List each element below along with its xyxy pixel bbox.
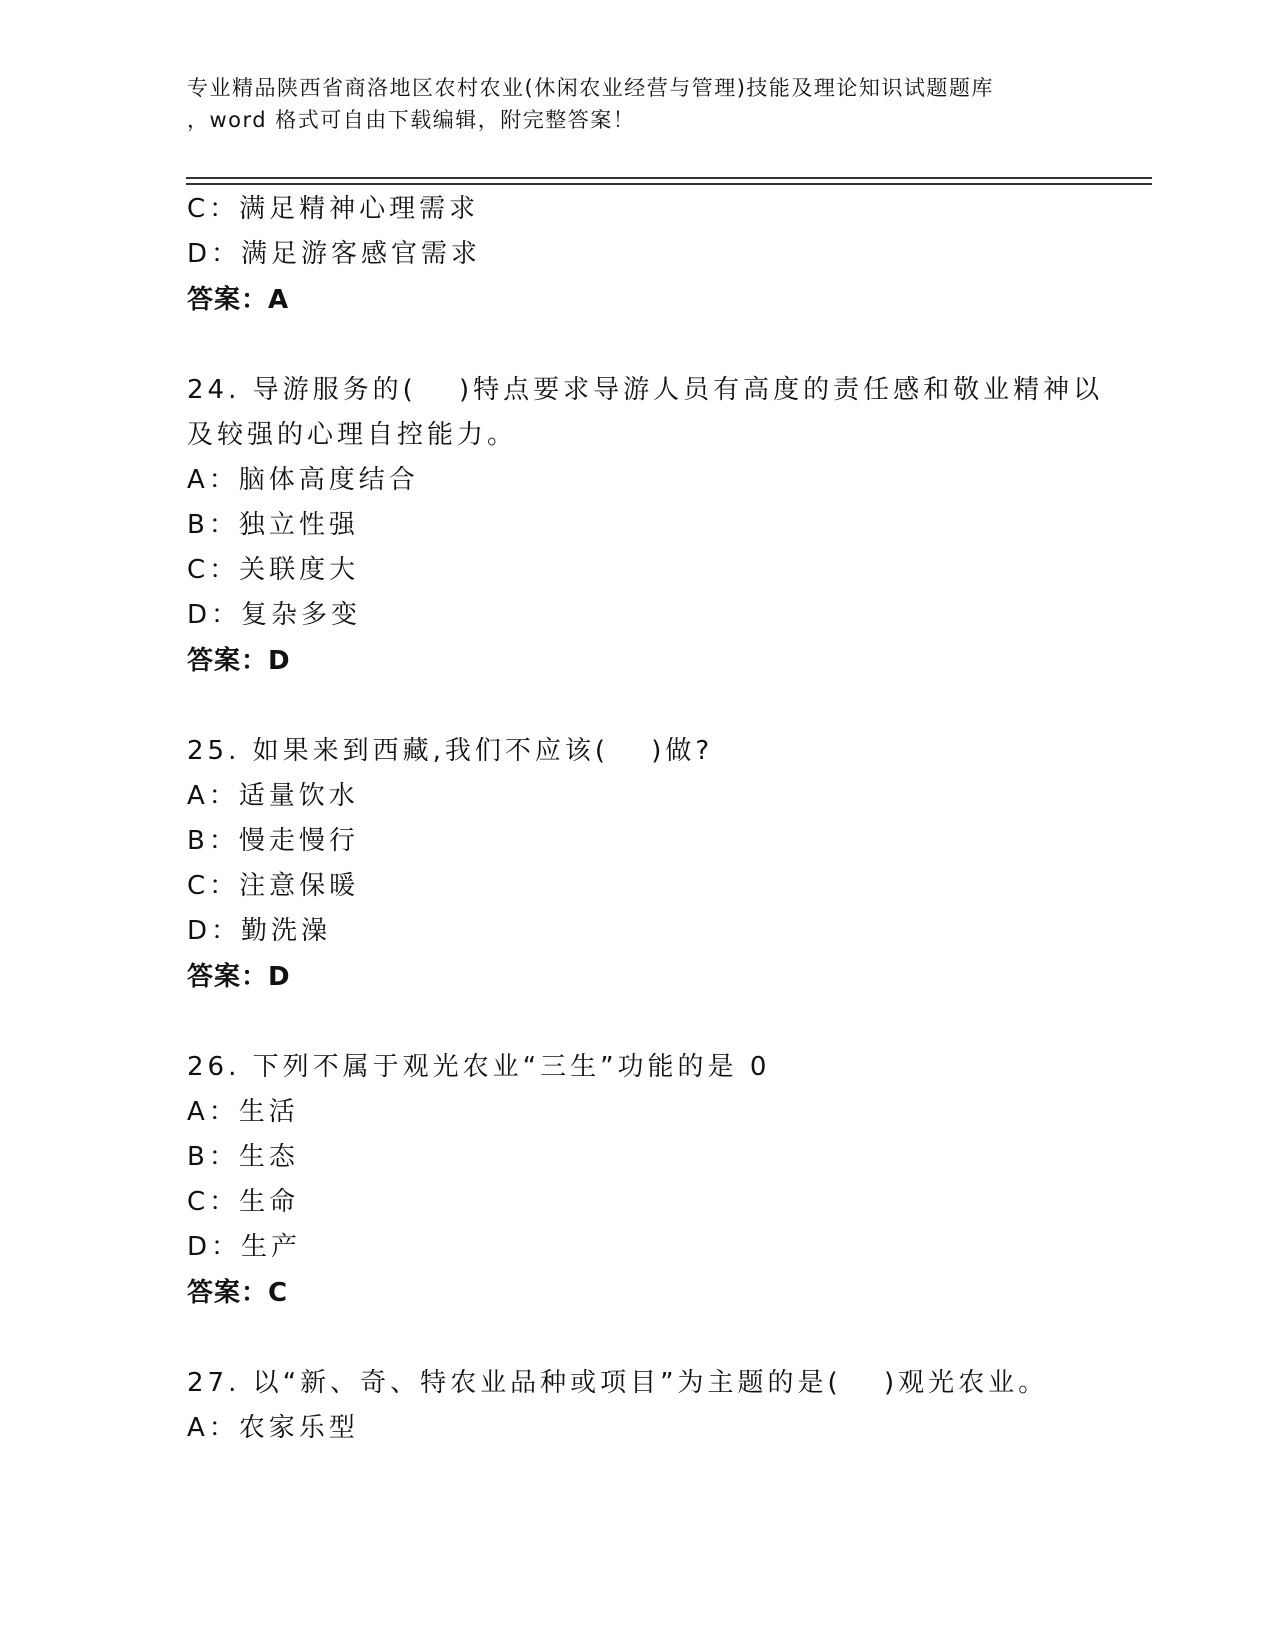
q24-answer: 答案：D xyxy=(187,646,291,676)
q27-stem: 27. 以“新、奇、特农业品种或项目”为主题的是( )观光农业。 xyxy=(187,1368,1049,1398)
header-rule-bottom xyxy=(186,183,1152,185)
q26-answer: 答案：C xyxy=(187,1278,289,1308)
q25-option-b: B：慢走慢行 xyxy=(187,826,359,856)
header-rule-top xyxy=(186,177,1152,179)
q24-option-b: B：独立性强 xyxy=(187,510,359,540)
q24-stem-line-2: 及较强的心理自控能力。 xyxy=(187,420,518,450)
q24-option-a: A：脑体高度结合 xyxy=(187,465,419,495)
q27-option-a: A：农家乐型 xyxy=(187,1413,359,1443)
prev-option-d: D：满足游客感官需求 xyxy=(187,239,482,269)
header-line-1: 专业精品陕西省商洛地区农村农业(休闲农业经营与管理)技能及理论知识试题题库 xyxy=(187,76,994,100)
q25-option-a: A：适量饮水 xyxy=(187,781,359,811)
q26-option-c: C：生命 xyxy=(187,1187,300,1217)
q25-stem: 25. 如果来到西藏,我们不应该( )做? xyxy=(187,736,714,766)
q26-option-d: D：生产 xyxy=(187,1232,302,1262)
document-header xyxy=(187,72,1107,136)
q24-option-d: D：复杂多变 xyxy=(187,600,362,630)
q24-option-c: C：关联度大 xyxy=(187,555,360,585)
q26-option-b: B：生态 xyxy=(187,1142,299,1172)
q24-stem-line-1: 24. 导游服务的( )特点要求导游人员有高度的责任感和敬业精神以 xyxy=(187,375,1104,405)
q25-option-d: D：勤洗澡 xyxy=(187,916,332,946)
q26-stem: 26. 下列不属于观光农业“三生”功能的是 0 xyxy=(187,1052,771,1082)
prev-answer: 答案：A xyxy=(187,285,290,315)
prev-option-c: C：满足精神心理需求 xyxy=(187,194,480,224)
q25-answer: 答案：D xyxy=(187,962,291,992)
header-line-2: ，word 格式可自由下载编辑，附完整答案！ xyxy=(187,108,636,132)
q26-option-a: A：生活 xyxy=(187,1097,299,1127)
q25-option-c: C：注意保暖 xyxy=(187,871,360,901)
